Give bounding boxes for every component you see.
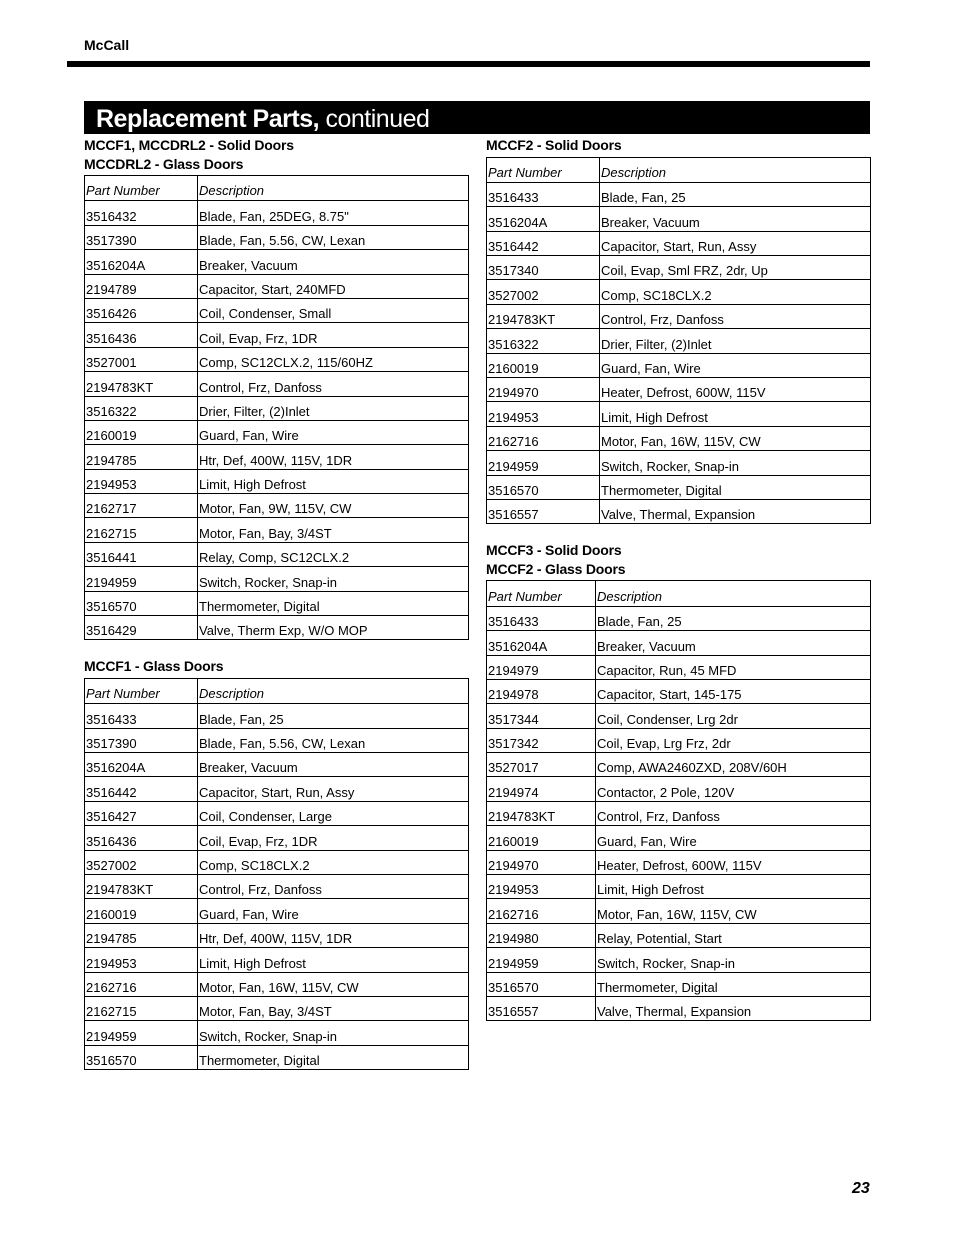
description-cell: Capacitor, Start, 145-175	[596, 679, 871, 703]
description-cell: Blade, Fan, 25	[198, 704, 469, 728]
table-row	[85, 396, 469, 420]
description-cell: Valve, Thermal, Expansion	[596, 997, 871, 1021]
table-row	[487, 801, 871, 825]
column-header-part-number: Part Number	[85, 678, 198, 703]
part-number-cell: 2194959	[85, 567, 198, 591]
part-number-cell: 2162715	[85, 997, 198, 1021]
table-row	[487, 704, 871, 728]
table-row	[487, 655, 871, 679]
description-cell: Coil, Evap, Frz, 1DR	[198, 826, 469, 850]
table-row	[487, 997, 871, 1021]
part-number-cell: 3527002	[85, 850, 198, 874]
description-cell: Comp, SC18CLX.2	[600, 280, 871, 304]
table-row	[85, 469, 469, 493]
description-cell: Limit, High Defrost	[596, 875, 871, 899]
description-cell: Motor, Fan, 9W, 115V, CW	[198, 494, 469, 518]
description-cell: Comp, SC18CLX.2	[198, 850, 469, 874]
description-cell: Thermometer, Digital	[600, 475, 871, 499]
table-row	[85, 445, 469, 469]
part-number-cell: 2194980	[487, 923, 596, 947]
description-cell: Guard, Fan, Wire	[600, 353, 871, 377]
column-header-description: Description	[600, 157, 871, 182]
description-cell: Blade, Fan, 5.56, CW, Lexan	[198, 225, 469, 249]
description-cell: Blade, Fan, 25	[600, 182, 871, 206]
table-header-row	[85, 176, 469, 201]
table-row	[85, 372, 469, 396]
left-column	[84, 136, 468, 1070]
part-number-cell: 2160019	[85, 899, 198, 923]
description-cell: Guard, Fan, Wire	[198, 420, 469, 444]
section-heading: MCCF2 - Glass Doors	[486, 560, 626, 577]
description-cell: Control, Frz, Danfoss	[198, 372, 469, 396]
part-number-cell: 3516433	[487, 182, 600, 206]
description-cell: Capacitor, Start, Run, Assy	[198, 777, 469, 801]
part-number-cell: 3517390	[85, 225, 198, 249]
description-cell: Blade, Fan, 25	[596, 606, 871, 630]
part-number-cell: 3516436	[85, 826, 198, 850]
description-cell: Motor, Fan, 16W, 115V, CW	[600, 426, 871, 450]
table-row	[487, 426, 871, 450]
table-row	[85, 518, 469, 542]
part-number-cell: 3516204A	[85, 250, 198, 274]
table-row	[487, 850, 871, 874]
parts-section	[486, 541, 870, 1021]
column-header-part-number: Part Number	[85, 176, 198, 201]
table-row	[85, 420, 469, 444]
table-row	[487, 753, 871, 777]
description-cell: Thermometer, Digital	[596, 972, 871, 996]
table-row	[85, 875, 469, 899]
table-header-row	[487, 581, 871, 606]
part-number-cell: 2160019	[487, 826, 596, 850]
table-row	[487, 304, 871, 328]
table-row	[85, 567, 469, 591]
table-row	[487, 728, 871, 752]
part-number-cell: 3516570	[487, 475, 600, 499]
parts-section	[486, 136, 870, 524]
table-row	[85, 728, 469, 752]
part-number-cell: 2194970	[487, 850, 596, 874]
description-cell: Blade, Fan, 5.56, CW, Lexan	[198, 728, 469, 752]
description-cell: Drier, Filter, (2)Inlet	[198, 396, 469, 420]
table-row	[85, 616, 469, 640]
part-number-cell: 2162717	[85, 494, 198, 518]
column-header-description: Description	[198, 176, 469, 201]
part-number-cell: 3516429	[85, 616, 198, 640]
description-cell: Coil, Condenser, Lrg 2dr	[596, 704, 871, 728]
column-header-part-number: Part Number	[487, 157, 600, 182]
section-heading: MCCF3 - Solid Doors	[486, 542, 622, 559]
table-row	[487, 182, 871, 206]
description-cell: Control, Frz, Danfoss	[596, 801, 871, 825]
part-number-cell: 2162716	[487, 899, 596, 923]
part-number-cell: 2160019	[487, 353, 600, 377]
column-header-description: Description	[596, 581, 871, 606]
parts-section	[84, 136, 468, 640]
description-cell: Coil, Evap, Frz, 1DR	[198, 323, 469, 347]
section-heading: MCCF1 - Glass Doors	[84, 658, 224, 675]
page-title-main: Replacement Parts,	[96, 105, 320, 133]
table-row	[85, 250, 469, 274]
table-row	[85, 899, 469, 923]
part-number-cell: 3516322	[487, 329, 600, 353]
part-number-cell: 2194959	[487, 948, 596, 972]
part-number-cell: 2194959	[85, 1021, 198, 1045]
table-row	[487, 378, 871, 402]
column-header-description: Description	[198, 678, 469, 703]
right-column	[486, 136, 870, 1021]
part-number-cell: 3516204A	[487, 631, 596, 655]
table-row	[487, 948, 871, 972]
description-cell: Htr, Def, 400W, 115V, 1DR	[198, 445, 469, 469]
part-number-cell: 2194783KT	[487, 801, 596, 825]
table-row	[487, 402, 871, 426]
table-row	[487, 679, 871, 703]
description-cell: Breaker, Vacuum	[596, 631, 871, 655]
table-header-row	[487, 157, 871, 182]
description-cell: Coil, Condenser, Large	[198, 801, 469, 825]
part-number-cell: 3516426	[85, 298, 198, 322]
part-number-cell: 3517390	[85, 728, 198, 752]
table-row	[487, 207, 871, 231]
description-cell: Motor, Fan, Bay, 3/4ST	[198, 997, 469, 1021]
header-rule	[67, 61, 870, 67]
page-number: 23	[852, 1180, 870, 1197]
table-row	[487, 875, 871, 899]
table-row	[85, 201, 469, 225]
part-number-cell: 2194953	[487, 402, 600, 426]
description-cell: Heater, Defrost, 600W, 115V	[600, 378, 871, 402]
part-number-cell: 3516436	[85, 323, 198, 347]
table-row	[85, 1021, 469, 1045]
description-cell: Control, Frz, Danfoss	[198, 875, 469, 899]
description-cell: Drier, Filter, (2)Inlet	[600, 329, 871, 353]
table-row	[85, 542, 469, 566]
description-cell: Control, Frz, Danfoss	[600, 304, 871, 328]
part-number-cell: 3527002	[487, 280, 600, 304]
description-cell: Motor, Fan, 16W, 115V, CW	[596, 899, 871, 923]
description-cell: Capacitor, Run, 45 MFD	[596, 655, 871, 679]
parts-section	[84, 657, 468, 1070]
table-row	[487, 451, 871, 475]
part-number-cell: 3516441	[85, 542, 198, 566]
table-row	[487, 329, 871, 353]
table-row	[85, 704, 469, 728]
table-row	[85, 347, 469, 371]
part-number-cell: 2194978	[487, 679, 596, 703]
part-number-cell: 3516570	[85, 1045, 198, 1069]
section-heading: MCCF1, MCCDRL2 - Solid Doors	[84, 137, 294, 153]
table-row	[85, 298, 469, 322]
table-row	[487, 972, 871, 996]
description-cell: Switch, Rocker, Snap-in	[600, 451, 871, 475]
page-title-sub: continued	[319, 105, 430, 133]
part-number-cell: 2162716	[85, 972, 198, 996]
description-cell: Limit, High Defrost	[600, 402, 871, 426]
part-number-cell: 2194783KT	[85, 372, 198, 396]
part-number-cell: 3516557	[487, 997, 596, 1021]
description-cell: Switch, Rocker, Snap-in	[596, 948, 871, 972]
part-number-cell: 2194789	[85, 274, 198, 298]
part-number-cell: 3516557	[487, 499, 600, 523]
table-row	[85, 923, 469, 947]
description-cell: Relay, Comp, SC12CLX.2	[198, 542, 469, 566]
parts-table	[84, 678, 469, 1070]
table-row	[487, 499, 871, 523]
description-cell: Breaker, Vacuum	[198, 250, 469, 274]
table-row	[85, 948, 469, 972]
description-cell: Breaker, Vacuum	[600, 207, 871, 231]
table-row	[487, 256, 871, 280]
table-row	[85, 826, 469, 850]
section-heading: MCCDRL2 - Glass Doors	[84, 155, 244, 172]
part-number-cell: 3516433	[85, 704, 198, 728]
description-cell: Htr, Def, 400W, 115V, 1DR	[198, 923, 469, 947]
parts-table	[84, 175, 469, 640]
part-number-cell: 2194974	[487, 777, 596, 801]
description-cell: Switch, Rocker, Snap-in	[198, 1021, 469, 1045]
table-row	[487, 923, 871, 947]
table-row	[487, 475, 871, 499]
part-number-cell: 2194970	[487, 378, 600, 402]
part-number-cell: 2194953	[487, 875, 596, 899]
part-number-cell: 2194785	[85, 923, 198, 947]
section-heading: MCCF2 - Solid Doors	[486, 137, 622, 153]
table-row	[487, 353, 871, 377]
table-row	[487, 777, 871, 801]
table-row	[487, 606, 871, 630]
brand-name: McCall	[84, 37, 130, 53]
part-number-cell: 3517340	[487, 256, 600, 280]
part-number-cell: 3517342	[487, 728, 596, 752]
part-number-cell: 3516204A	[487, 207, 600, 231]
part-number-cell: 2162716	[487, 426, 600, 450]
description-cell: Capacitor, Start, 240MFD	[198, 274, 469, 298]
part-number-cell: 2160019	[85, 420, 198, 444]
description-cell: Thermometer, Digital	[198, 1045, 469, 1069]
part-number-cell: 3516442	[487, 231, 600, 255]
table-row	[487, 231, 871, 255]
description-cell: Valve, Thermal, Expansion	[600, 499, 871, 523]
description-cell: Comp, SC12CLX.2, 115/60HZ	[198, 347, 469, 371]
part-number-cell: 3527017	[487, 753, 596, 777]
description-cell: Blade, Fan, 25DEG, 8.75"	[198, 201, 469, 225]
part-number-cell: 2162715	[85, 518, 198, 542]
table-row	[85, 753, 469, 777]
table-row	[85, 972, 469, 996]
table-row	[85, 801, 469, 825]
table-row	[85, 850, 469, 874]
table-row	[85, 1045, 469, 1069]
table-row	[487, 899, 871, 923]
part-number-cell: 3517344	[487, 704, 596, 728]
column-header-part-number: Part Number	[487, 581, 596, 606]
part-number-cell: 3516204A	[85, 753, 198, 777]
description-cell: Coil, Evap, Lrg Frz, 2dr	[596, 728, 871, 752]
table-row	[85, 274, 469, 298]
table-header-row	[85, 678, 469, 703]
table-row	[85, 591, 469, 615]
part-number-cell: 3516322	[85, 396, 198, 420]
part-number-cell: 2194785	[85, 445, 198, 469]
description-cell: Thermometer, Digital	[198, 591, 469, 615]
part-number-cell: 3516570	[85, 591, 198, 615]
part-number-cell: 3527001	[85, 347, 198, 371]
description-cell: Switch, Rocker, Snap-in	[198, 567, 469, 591]
table-row	[85, 225, 469, 249]
description-cell: Capacitor, Start, Run, Assy	[600, 231, 871, 255]
table-row	[85, 777, 469, 801]
description-cell: Limit, High Defrost	[198, 469, 469, 493]
table-row	[85, 997, 469, 1021]
description-cell: Valve, Therm Exp, W/O MOP	[198, 616, 469, 640]
description-cell: Limit, High Defrost	[198, 948, 469, 972]
description-cell: Guard, Fan, Wire	[596, 826, 871, 850]
description-cell: Relay, Potential, Start	[596, 923, 871, 947]
part-number-cell: 3516427	[85, 801, 198, 825]
description-cell: Guard, Fan, Wire	[198, 899, 469, 923]
part-number-cell: 2194783KT	[85, 875, 198, 899]
part-number-cell: 2194953	[85, 948, 198, 972]
part-number-cell: 2194953	[85, 469, 198, 493]
parts-table	[486, 580, 871, 1021]
table-row	[487, 826, 871, 850]
description-cell: Comp, AWA2460ZXD, 208V/60H	[596, 753, 871, 777]
parts-table	[486, 157, 871, 525]
table-row	[85, 323, 469, 347]
table-row	[85, 494, 469, 518]
table-row	[487, 280, 871, 304]
description-cell: Heater, Defrost, 600W, 115V	[596, 850, 871, 874]
table-row	[487, 631, 871, 655]
description-cell: Coil, Evap, Sml FRZ, 2dr, Up	[600, 256, 871, 280]
part-number-cell: 2194959	[487, 451, 600, 475]
page-title	[84, 101, 870, 134]
part-number-cell: 3516433	[487, 606, 596, 630]
part-number-cell: 3516432	[85, 201, 198, 225]
description-cell: Motor, Fan, Bay, 3/4ST	[198, 518, 469, 542]
description-cell: Coil, Condenser, Small	[198, 298, 469, 322]
description-cell: Motor, Fan, 16W, 115V, CW	[198, 972, 469, 996]
description-cell: Contactor, 2 Pole, 120V	[596, 777, 871, 801]
description-cell: Breaker, Vacuum	[198, 753, 469, 777]
part-number-cell: 2194979	[487, 655, 596, 679]
part-number-cell: 3516570	[487, 972, 596, 996]
part-number-cell: 3516442	[85, 777, 198, 801]
part-number-cell: 2194783KT	[487, 304, 600, 328]
